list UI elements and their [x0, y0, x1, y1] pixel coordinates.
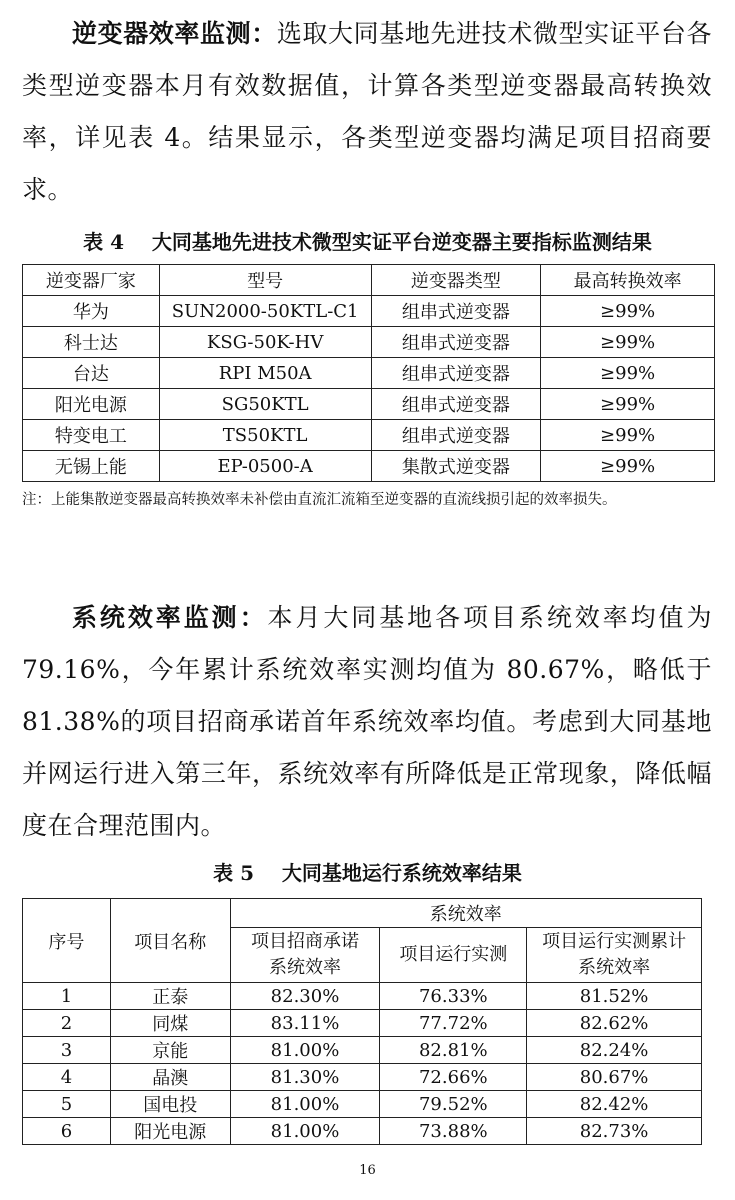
cell-manufacturer: 台达 — [23, 358, 160, 389]
cell-type: 组串式逆变器 — [371, 296, 541, 327]
header-system-efficiency: 系统效率 — [230, 899, 701, 928]
cell-efficiency: ≥99% — [541, 420, 715, 451]
table5-caption: 表 5 大同基地运行系统效率结果 — [213, 861, 522, 885]
cell-project: 国电投 — [110, 1091, 230, 1118]
header-manufacturer: 逆变器厂家 — [23, 265, 160, 296]
header-model: 型号 — [159, 265, 371, 296]
cell-manufacturer: 特变电工 — [23, 420, 160, 451]
cell-manufacturer: 华为 — [23, 296, 160, 327]
table-row — [23, 1037, 702, 1064]
inverter-efficiency-heading: 逆变器效率监测： — [72, 19, 277, 48]
table-row — [23, 296, 715, 327]
cell-type: 组串式逆变器 — [371, 327, 541, 358]
cell-efficiency: ≥99% — [541, 451, 715, 482]
cell-project: 晶澳 — [110, 1064, 230, 1091]
cell-serial: 1 — [23, 983, 111, 1010]
cell-committed: 81.30% — [230, 1064, 380, 1091]
cell-committed: 83.11% — [230, 1010, 380, 1037]
cell-model: TS50KTL — [159, 420, 371, 451]
table-row — [23, 983, 702, 1010]
cell-cumulative: 82.24% — [527, 1037, 702, 1064]
inverter-efficiency-body: 选取大同基地先进技术微型实证平台各类型逆变器本月有效数据值，计算各类型逆变器最高转换效率，详见表 4。结果显示，各类型逆变器均满足项目招商要求。 — [22, 19, 712, 204]
cell-serial: 4 — [23, 1064, 111, 1091]
table-row — [23, 1118, 702, 1145]
cell-type: 组串式逆变器 — [371, 358, 541, 389]
table-header-row — [23, 899, 702, 928]
inverter-table — [22, 264, 715, 482]
page-number: 16 — [359, 1163, 376, 1178]
cell-type: 组串式逆变器 — [371, 420, 541, 451]
cell-efficiency: ≥99% — [541, 296, 715, 327]
table-header-row — [23, 265, 715, 296]
table-row — [23, 451, 715, 482]
header-inverter-type: 逆变器类型 — [371, 265, 541, 296]
cell-cumulative: 80.67% — [527, 1064, 702, 1091]
header-max-efficiency: 最高转换效率 — [541, 265, 715, 296]
cell-model: RPI M50A — [159, 358, 371, 389]
cell-efficiency: ≥99% — [541, 389, 715, 420]
header-serial-number: 序号 — [23, 899, 111, 983]
cell-efficiency: ≥99% — [541, 327, 715, 358]
cell-measured: 73.88% — [380, 1118, 527, 1145]
cell-cumulative: 82.73% — [527, 1118, 702, 1145]
cell-committed: 81.00% — [230, 1118, 380, 1145]
cell-serial: 3 — [23, 1037, 111, 1064]
inverter-efficiency-paragraph — [22, 8, 712, 216]
table-row — [23, 327, 715, 358]
cell-project: 阳光电源 — [110, 1118, 230, 1145]
cell-measured: 76.33% — [380, 983, 527, 1010]
table4-note: 注：上能集散逆变器最高转换效率未补偿由直流汇流箱至逆变器的直流线损引起的效率损失。 — [22, 492, 617, 508]
cell-model: SUN2000-50KTL-C1 — [159, 296, 371, 327]
cell-manufacturer: 科士达 — [23, 327, 160, 358]
system-efficiency-paragraph — [22, 592, 712, 852]
cell-serial: 2 — [23, 1010, 111, 1037]
cell-manufacturer: 无锡上能 — [23, 451, 160, 482]
table-row — [23, 358, 715, 389]
cell-cumulative: 82.62% — [527, 1010, 702, 1037]
cell-project: 正泰 — [110, 983, 230, 1010]
cell-project: 同煤 — [110, 1010, 230, 1037]
cell-measured: 79.52% — [380, 1091, 527, 1118]
cell-cumulative: 81.52% — [527, 983, 702, 1010]
table-row — [23, 420, 715, 451]
table-row — [23, 1010, 702, 1037]
system-efficiency-table — [22, 898, 702, 1145]
table-row — [23, 1091, 702, 1118]
cell-project: 京能 — [110, 1037, 230, 1064]
table-row — [23, 389, 715, 420]
cell-measured: 72.66% — [380, 1064, 527, 1091]
cell-committed: 81.00% — [230, 1091, 380, 1118]
system-efficiency-body: 本月大同基地各项目系统效率均值为 79.16%，今年累计系统效率实测均值为 80.67%，略低于 81.38%的项目招商承诺首年系统效率均值。考虑到大同基地并网运行进入第三年，系统效率有所降低是正常现象，降低幅度在合理范围内。 — [22, 603, 712, 840]
cell-model: KSG-50K-HV — [159, 327, 371, 358]
cell-measured: 77.72% — [380, 1010, 527, 1037]
cell-type: 组串式逆变器 — [371, 389, 541, 420]
cell-serial: 5 — [23, 1091, 111, 1118]
cell-efficiency: ≥99% — [541, 358, 715, 389]
cell-committed: 81.00% — [230, 1037, 380, 1064]
cell-manufacturer: 阳光电源 — [23, 389, 160, 420]
cell-measured: 82.81% — [380, 1037, 527, 1064]
header-cumulative-efficiency: 项目运行实测累计 系统效率 — [527, 928, 702, 983]
header-measured-efficiency: 项目运行实测 — [380, 928, 527, 983]
cell-cumulative: 82.42% — [527, 1091, 702, 1118]
cell-model: SG50KTL — [159, 389, 371, 420]
table4-caption: 表 4 大同基地先进技术微型实证平台逆变器主要指标监测结果 — [83, 230, 652, 254]
cell-type: 集散式逆变器 — [371, 451, 541, 482]
cell-committed: 82.30% — [230, 983, 380, 1010]
table-row — [23, 1064, 702, 1091]
header-project-name: 项目名称 — [110, 899, 230, 983]
system-efficiency-heading: 系统效率监测： — [72, 603, 268, 632]
cell-model: EP-0500-A — [159, 451, 371, 482]
cell-serial: 6 — [23, 1118, 111, 1145]
header-committed-efficiency: 项目招商承诺 系统效率 — [230, 928, 380, 983]
